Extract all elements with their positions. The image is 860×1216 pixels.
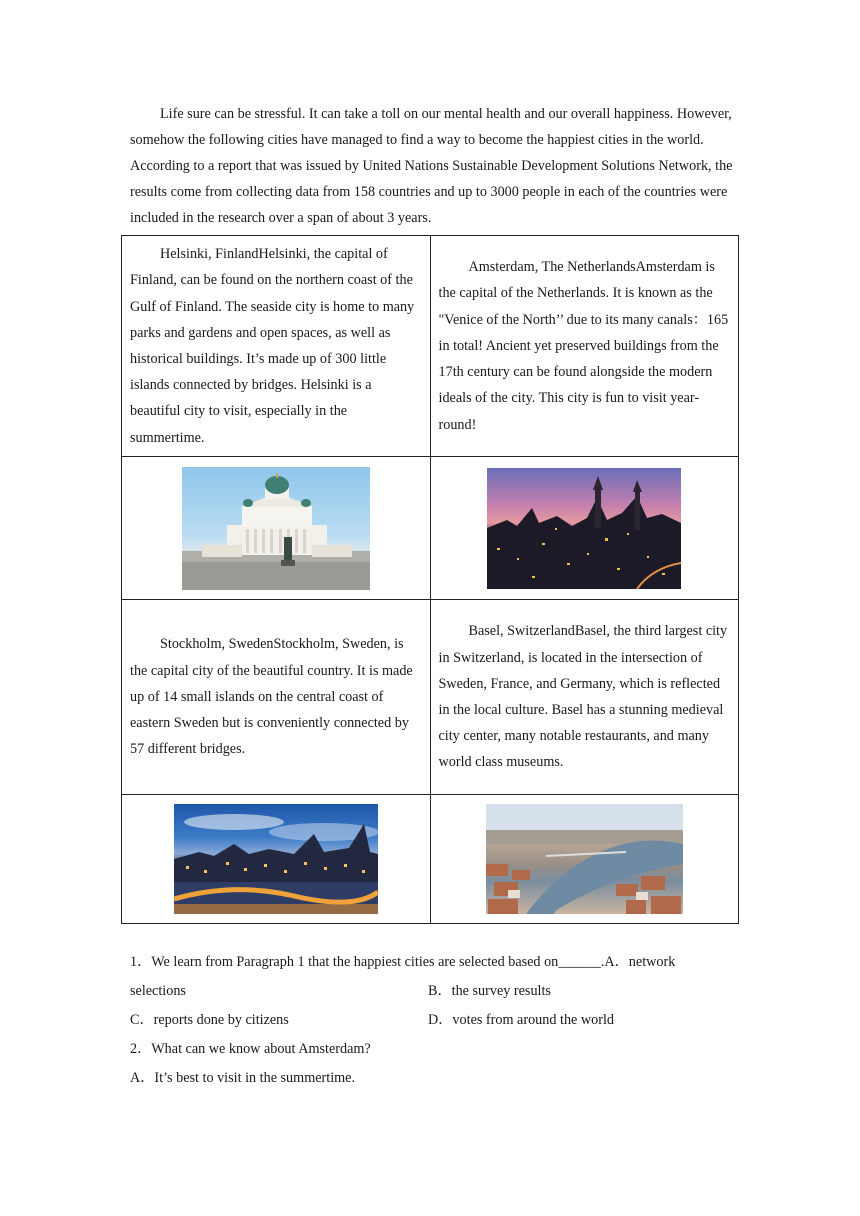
option-a-continuation: selections — [130, 983, 186, 999]
question-1-stem: 1．We learn from Paragraph 1 that the happiest cities are selected based on______.A．network — [130, 954, 676, 970]
option-c: C．reports done by citizens — [130, 1012, 289, 1028]
stockholm-cell — [122, 600, 431, 795]
basel-text: Basel, SwitzerlandBasel, the third largest city in Switzerland, is located in the intersection of Sweden, France, and Germany, which is reflected in the local culture. Basel has a stunning medieval city center, many notable restaurants, and many world class museums. — [438, 623, 728, 771]
amsterdam-skyline-photo — [487, 468, 681, 589]
questions-section — [130, 948, 740, 1093]
helsinki-cell — [122, 236, 431, 457]
basel-cell — [430, 600, 739, 795]
table-row — [122, 457, 739, 600]
option-b: B．the survey results — [428, 983, 551, 999]
table-row — [122, 795, 739, 924]
question-2-option-a: A．It’s best to visit in the summertime. — [130, 1070, 356, 1086]
amsterdam-text: Amsterdam, The NetherlandsAmsterdam is the capital of the Netherlands. It is known as the "Venice of the North’’ due to its many canals：165 in total! Ancient yet preserved buildings from the 17th century can be found alongside the modern ideals of the city. This city is fun to visit year-round! — [438, 259, 729, 433]
basel-river-photo — [486, 804, 683, 914]
basel-photo-cell — [430, 795, 739, 924]
table-row — [122, 236, 739, 457]
intro-paragraph: Life sure can be stressful. It can take a toll on our mental health and our overall happiness. However, somehow the following cities have managed to find a way to become the happiest cities in the world. According to a report that was issued by United Nations Sustainable Development Solutions Network, the results come from collecting data from 158 countries and up to 3000 people in each of the countries were included in the research over a span of about 3 years. — [130, 106, 733, 226]
option-d: D．votes from around the world — [428, 1012, 614, 1028]
helsinki-text: Helsinki, FinlandHelsinki, the capital of Finland, can be found on the northern coast of the Gulf of Finland. The seaside city is home to many parks and gardens and open spaces, as well as historical buildings. It’s made up of 300 little islands connected by bridges. Helsinki is a beautiful city to visit, especially in the summertime. — [130, 246, 415, 446]
stockholm-text: Stockholm, SwedenStockholm, Sweden, is the capital city of the beautiful country. It is made up of 14 small islands on the central coast of eastern Sweden but is conveniently connected by 57 different bridges. — [130, 636, 413, 758]
helsinki-photo-cell — [122, 457, 431, 600]
helsinki-cathedral-photo — [182, 467, 370, 590]
amsterdam-cell — [430, 236, 739, 457]
table-row — [122, 600, 739, 795]
stockholm-waterfront-photo — [174, 804, 378, 914]
question-2-stem: 2．What can we know about Amsterdam? — [130, 1041, 371, 1057]
cities-table — [121, 235, 739, 924]
amsterdam-photo-cell — [430, 457, 739, 600]
stockholm-photo-cell — [122, 795, 431, 924]
